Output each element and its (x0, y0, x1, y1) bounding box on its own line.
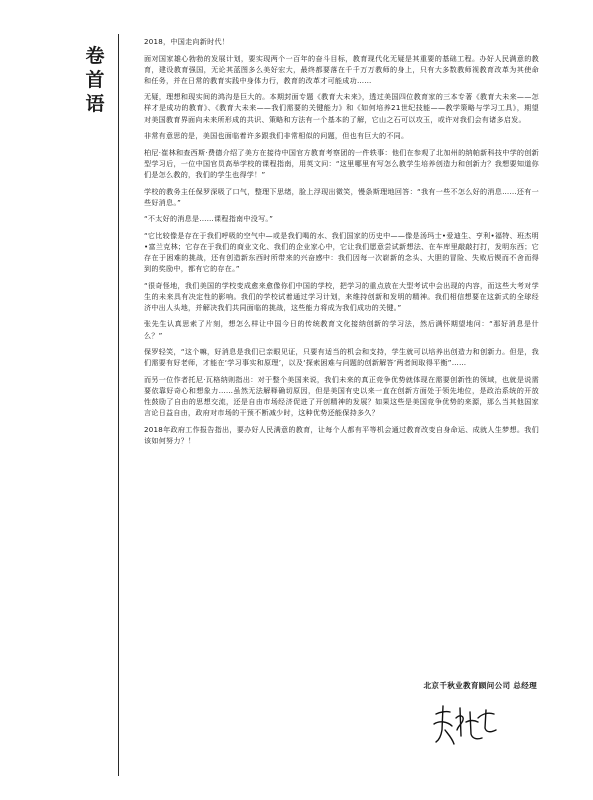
handwritten-signature (430, 700, 500, 746)
paragraph: 保罗轻笑，“这个嘛，好消息是我们已亲眼见证，只要有适当的机会和支持，学生就可以培养出创造力和创新力。但是，我们需要有好老师，才能在‘学习事实和原理’，以及‘探索困难与问题的创新解答’两者间取得平衡”…… (144, 347, 539, 368)
article-body (144, 36, 539, 451)
paragraph: 张先生认真思索了片刻，想怎么样让中国今日的传统教育文化接纳创新的学习法，然后满怀期望地问：“那好消息是什么？” (144, 319, 539, 340)
signer-title: 北京千秋业教育顾问公司 总经理 (423, 681, 537, 690)
paragraph: “不太好的消息是……课程指南中没写。” (144, 214, 274, 224)
paragraph: 学校的教务主任保罗深吸了口气，整理下思绪，脸上浮现出微笑，慢条斯理地回答：“我有一些不怎么好的消息……还有一些好消息。” (144, 186, 539, 207)
section-title (82, 44, 108, 116)
section-title-char-1: 卷 (85, 45, 105, 67)
paragraph: 无疑，理想和现实间的鸿沟是巨大的。本期封面专题《教育大未来》，透过美国四位教育家的三本专著《教育大未来——怎样才是成功的教育》、《教育大未来——我们需要的关键能力》和《如何培养21世纪技能——教学策略与学习工具》，期望对美国教育界面向未来所形成的共识、策略和方法有一个基本的了解，它山之石可以攻玉，或许对我们会有诸多启发。 (144, 92, 539, 124)
paragraph: 而另一位作者托尼·瓦格纳则指出：对于整个美国来说，我们未来的真正竞争优势就体现在需要创新性的领域，也就是说需要依靠好奇心和想象力……虽然无法解释确切原因，但是美国有史以来一直在创新方面处于领先地位，是政治系统的开放性鼓励了自由的思想交流，还是自由市场经济促进了开创精神的发展？如果这些是美国竞争优势的来源，那么当其他国家言论日益自由，政府对市场的干预不断减少时，这种优势还能保持多久？ (144, 374, 539, 418)
section-title-char-3: 语 (85, 93, 105, 115)
paragraph: 面对国家雄心勃勃的发展计划，要实现两个一百年的奋斗目标，教育现代化无疑是其重要的基础工程。办好人民满意的教育，建设教育强国，无论其蓝图多么美好宏大，最终都要落在千千万万教师的身上，只有大多数教师视教育改革为其使命和任务，并在日常的教育实践中身体力行，教育的改革才可能成功…… (144, 53, 539, 85)
paragraph: “很奇怪地，我们美国的学校变成愈来愈像你们中国的学校，把学习的重点放在大型考试中会出现的内容，而这些大考对学生的未来具有决定性的影响。我们的学校试着通过学习计划，来维持创新和发明的精神。我们相信想要在这新式的全球经济中出人头地，并解决我们共同面临的挑战，这些能力将成为我们成功的关键。” (144, 280, 539, 312)
paragraph: “它比较像是存在于我们呼吸的空气中—或是我们喝的水、我们国家的历史中——像是汤玛士•爱迪生、亨利•福特、班杰明•富兰克林；它存在于我们的商业文化、我们的企业家心中，它让我们愿意尝试新想法、在车库里敲敲打打，发明东西；它存在于困难的挑战，还有创造新东西时所带来的兴奋感中：我们因每一次崭新的念头、大胆的冒险、失败后锲而不舍而得到的奖励中，都有它的存在。” (144, 230, 539, 274)
section-title-char-2: 首 (85, 69, 105, 91)
paragraph: 2018，中国走向新时代！ (144, 37, 230, 46)
paragraph: 非常有意思的是，美国也面临着许多跟我们非常相似的问题，但也有巨大的不同。 (144, 131, 409, 141)
vertical-divider (118, 34, 119, 776)
paragraph: 2018年政府工作报告指出，要办好人民满意的教育，让每个人都有平等机会通过教育改变自身命运、成就人生梦想。我们该如何努力？！ (144, 424, 539, 445)
paragraph: 柏尼·崔林和查西斯·费德介绍了美方在接待中国官方教育考察团的一件轶事：他们在参观了北加州的纳帕新科技中学的创新型学习后，一位中国官员高举学校的课程指南，用英文问：“这里哪里有写怎么教学生培养创造力和创新力？我想要知道你们是怎么教的，我们的学生也得学！” (144, 147, 539, 179)
